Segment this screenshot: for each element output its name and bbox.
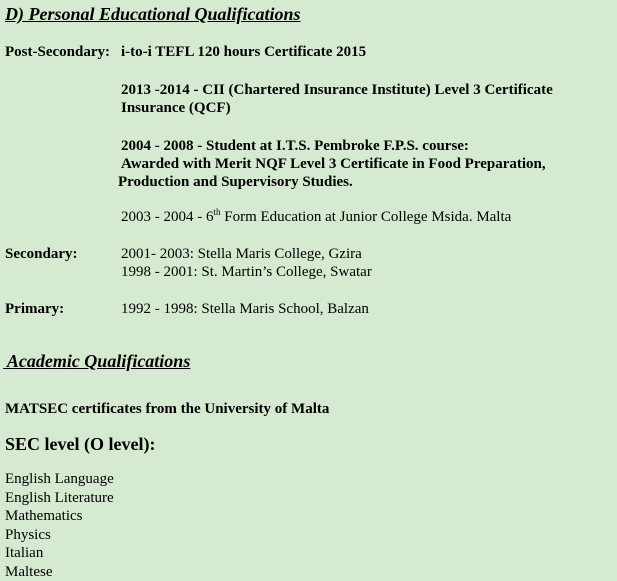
cii-entry [121, 81, 607, 117]
tefl-entry: i-to-i TEFL 120 hours Certificate 2015 [121, 44, 367, 60]
subject-item: English Language [5, 471, 114, 487]
secondary-label: Secondary: [5, 246, 78, 262]
subject-item: Maltese [5, 563, 53, 580]
its-entry-line1: 2004 - 2008 - Student at I.T.S. Pembroke F.P.S. course: [121, 138, 469, 154]
subject-list [5, 470, 114, 581]
sixth-form-entry-sup: th [213, 207, 221, 217]
section-d-title: D) Personal Educational Qualifications [5, 4, 301, 24]
secondary-entry-2: 1998 - 2001: St. Martin’s College, Swatar [121, 264, 372, 280]
sixth-form-entry [121, 209, 511, 226]
post-secondary-label: Post-Secondary: [5, 44, 110, 60]
its-entry-line3: Production and Supervisory Studies. [118, 174, 353, 190]
primary-label: Primary: [5, 301, 65, 317]
secondary-entry-1: 2001- 2003: Stella Maris College, Gzira [121, 246, 362, 262]
sixth-form-entry-post: Form Education at Junior College Msida. Malta [220, 209, 512, 225]
its-entry-line2: Awarded with Merit NQF Level 3 Certificate in Food Preparation, [121, 156, 546, 172]
cii-entry-line1: 2013 -2014 - CII (Chartered Insurance Institute) Level 3 Certificate [121, 82, 553, 98]
its-entry [118, 137, 607, 191]
subject-item: Italian [5, 545, 44, 561]
cii-entry-line2: Insurance (QCF) [121, 100, 231, 116]
subject-item: Physics [5, 526, 51, 543]
subject-item: Mathematics [5, 508, 83, 524]
sec-level-heading: SEC level (O level): [5, 434, 156, 454]
sixth-form-entry-pre: 2003 - 2004 - 6 [121, 209, 214, 225]
matsec-line: MATSEC certificates from the University of Malta [5, 401, 330, 417]
primary-entry-1: 1992 - 1998: Stella Maris School, Balzan [121, 301, 369, 317]
subject-item: English Literature [5, 489, 114, 506]
academic-title: Academic Qualifications [3, 351, 191, 371]
